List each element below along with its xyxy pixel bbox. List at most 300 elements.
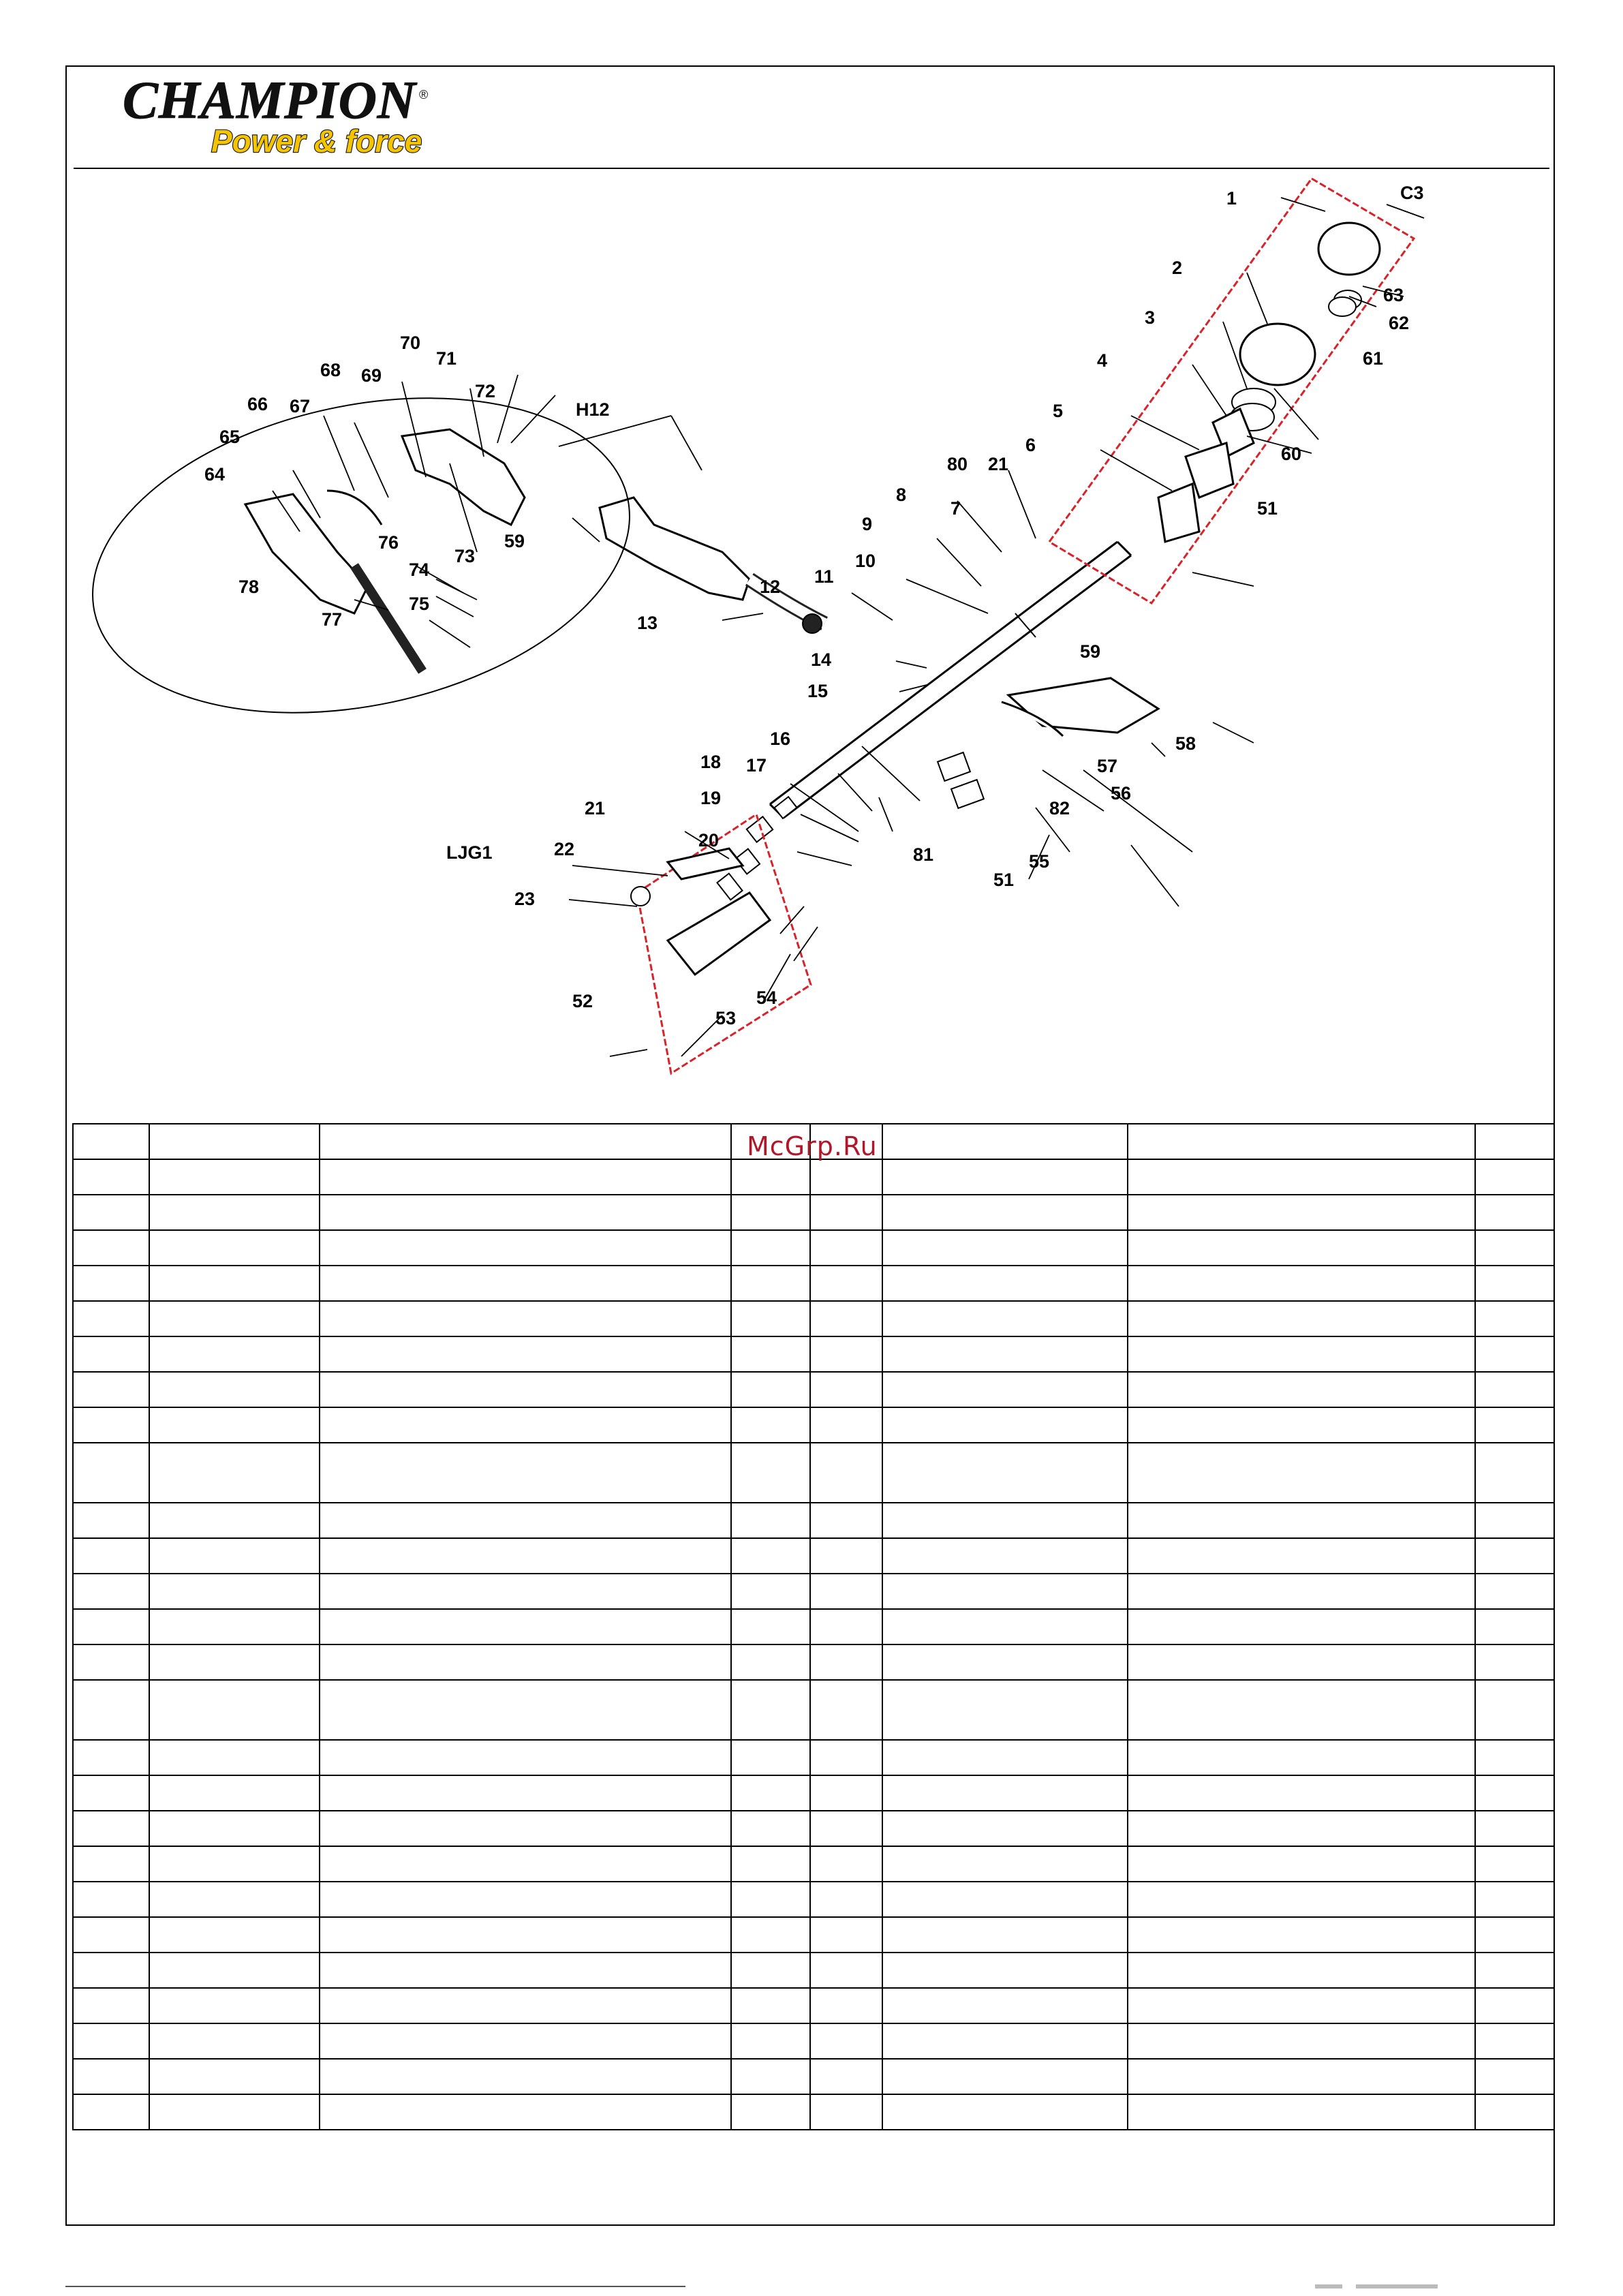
part-label-17: 17	[746, 755, 767, 776]
part-label-56: 56	[1111, 783, 1132, 803]
table-cell	[731, 1811, 810, 1846]
part-label-12: 12	[760, 577, 781, 597]
table-cell	[1128, 1680, 1475, 1740]
footer-rule	[65, 2286, 685, 2287]
table-cell	[73, 1503, 149, 1538]
table-cell	[810, 2059, 882, 2094]
table-cell	[73, 1443, 149, 1503]
table-cell	[149, 1988, 320, 2023]
table-row	[73, 1882, 1554, 1917]
part-label-58: 58	[1175, 733, 1196, 754]
part-label-13: 13	[637, 613, 658, 633]
table-cell	[1128, 1574, 1475, 1609]
table-cell	[731, 2059, 810, 2094]
table-cell	[73, 1407, 149, 1443]
table-cell	[1475, 1372, 1554, 1407]
table-cell	[810, 1644, 882, 1680]
table-cell	[149, 1503, 320, 1538]
table-cell	[810, 1988, 882, 2023]
table-cell	[810, 1538, 882, 1574]
loop-handle-h12	[600, 498, 824, 633]
table-cell	[1475, 1609, 1554, 1644]
part-label-77: 77	[322, 609, 343, 630]
table-cell	[1475, 1230, 1554, 1266]
part-label-61: 61	[1363, 348, 1384, 369]
table-cell	[73, 1336, 149, 1372]
table-cell	[810, 1159, 882, 1195]
table-cell	[1128, 1159, 1475, 1195]
table-cell	[810, 1195, 882, 1230]
table-cell	[149, 1538, 320, 1574]
table-cell	[1128, 1301, 1475, 1336]
table-row	[73, 1775, 1554, 1811]
table-cell	[882, 1988, 1128, 2023]
table-cell	[149, 1882, 320, 1917]
table-row	[73, 1230, 1554, 1266]
part-label-21a: 21	[988, 454, 1009, 474]
table-cell	[149, 1372, 320, 1407]
table-cell	[1475, 1882, 1554, 1917]
table-cell	[73, 2023, 149, 2059]
table-cell	[810, 2023, 882, 2059]
table-cell	[810, 1775, 882, 1811]
table-row	[73, 1644, 1554, 1680]
part-label-4: 4	[1097, 350, 1108, 371]
table-cell	[149, 1917, 320, 1953]
part-label-23: 23	[514, 889, 536, 909]
table-cell	[320, 1882, 731, 1917]
table-cell	[1475, 1644, 1554, 1680]
table-cell	[1475, 1775, 1554, 1811]
table-cell	[882, 2059, 1128, 2094]
table-cell	[882, 1124, 1128, 1159]
table-row	[73, 1372, 1554, 1407]
table-cell	[320, 1775, 731, 1811]
table-cell	[320, 1811, 731, 1846]
table-cell	[1475, 1301, 1554, 1336]
table-cell	[320, 1988, 731, 2023]
table-cell	[1475, 1124, 1554, 1159]
table-cell	[320, 1124, 731, 1159]
table-cell	[320, 1407, 731, 1443]
table-cell	[320, 1336, 731, 1372]
table-cell	[149, 1195, 320, 1230]
table-cell	[149, 1407, 320, 1443]
table-cell	[149, 1301, 320, 1336]
table-cell	[882, 2023, 1128, 2059]
table-cell	[1475, 1953, 1554, 1988]
svg-text:Power & force: Power & force	[211, 123, 422, 159]
table-cell	[731, 1846, 810, 1882]
table-cell	[149, 1266, 320, 1301]
table-cell	[320, 1230, 731, 1266]
table-cell	[731, 1407, 810, 1443]
part-label-59b: 59	[504, 531, 525, 551]
table-cell	[810, 1230, 882, 1266]
table-cell	[1128, 1538, 1475, 1574]
part-label-81: 81	[913, 844, 934, 865]
part-label-64: 64	[204, 464, 226, 485]
table-cell	[73, 1372, 149, 1407]
table-cell	[149, 1644, 320, 1680]
group-label-ljg1: LJG1	[446, 842, 493, 863]
part-label-16: 16	[770, 729, 791, 749]
part-label-69: 69	[361, 365, 382, 386]
table-cell	[1475, 1443, 1554, 1503]
table-cell	[320, 2023, 731, 2059]
table-cell	[1128, 1644, 1475, 1680]
table-cell	[810, 1740, 882, 1775]
table-cell	[320, 1301, 731, 1336]
table-cell	[731, 1644, 810, 1680]
table-cell	[810, 1372, 882, 1407]
part-label-63: 63	[1383, 285, 1404, 305]
table-cell	[1128, 1846, 1475, 1882]
table-cell	[73, 1609, 149, 1644]
table-cell	[731, 1775, 810, 1811]
table-cell	[73, 1882, 149, 1917]
table-cell	[1128, 1988, 1475, 2023]
part-label-52: 52	[572, 991, 593, 1011]
table-cell	[731, 1953, 810, 1988]
table-cell	[731, 1574, 810, 1609]
table-cell	[1475, 1336, 1554, 1372]
table-cell	[810, 1266, 882, 1301]
table-cell	[320, 1953, 731, 1988]
table-cell	[882, 1811, 1128, 1846]
table-cell	[320, 2059, 731, 2094]
table-cell	[1128, 2023, 1475, 2059]
table-cell	[810, 1917, 882, 1953]
table-cell	[149, 1609, 320, 1644]
table-cell	[810, 1846, 882, 1882]
part-label-55: 55	[1029, 851, 1050, 872]
table-cell	[1475, 1811, 1554, 1846]
table-cell	[882, 1775, 1128, 1811]
table-cell	[320, 1443, 731, 1503]
table-cell	[731, 1372, 810, 1407]
parts-list-table	[72, 1123, 1555, 2130]
part-label-73: 73	[454, 546, 476, 566]
part-label-65: 65	[219, 427, 241, 447]
table-cell	[1128, 1775, 1475, 1811]
table-cell	[731, 1538, 810, 1574]
grass-shield	[1002, 678, 1158, 736]
table-cell	[810, 1336, 882, 1372]
part-label-11: 11	[814, 566, 834, 587]
table-cell	[73, 1917, 149, 1953]
table-cell	[882, 1740, 1128, 1775]
part-label-74: 74	[409, 560, 430, 580]
table-row	[73, 1503, 1554, 1538]
table-cell	[882, 1372, 1128, 1407]
table-cell	[882, 2094, 1128, 2130]
part-label-20: 20	[698, 830, 720, 851]
table-row	[73, 1574, 1554, 1609]
table-row	[73, 1301, 1554, 1336]
table-cell	[73, 1811, 149, 1846]
table-row	[73, 2094, 1554, 2130]
part-label-67: 67	[290, 396, 311, 416]
leader-lines	[273, 198, 1424, 1056]
part-label-54: 54	[756, 988, 777, 1008]
table-cell	[882, 1609, 1128, 1644]
table-cell	[1475, 1680, 1554, 1740]
table-cell	[882, 1301, 1128, 1336]
part-label-8: 8	[896, 485, 907, 505]
table-row	[73, 1740, 1554, 1775]
table-cell	[320, 1644, 731, 1680]
table-cell	[149, 1574, 320, 1609]
table-cell	[882, 1574, 1128, 1609]
table-cell	[1475, 1503, 1554, 1538]
table-row	[73, 1195, 1554, 1230]
watermark: McGrp.Ru	[747, 1131, 878, 1161]
table-cell	[882, 1953, 1128, 1988]
table-cell	[1128, 1811, 1475, 1846]
table-cell	[320, 1846, 731, 1882]
table-cell	[882, 1882, 1128, 1917]
table-cell	[73, 1680, 149, 1740]
table-row	[73, 1846, 1554, 1882]
table-cell	[1128, 1953, 1475, 1988]
table-cell	[1475, 1846, 1554, 1882]
table-cell	[73, 1775, 149, 1811]
table-cell	[882, 1230, 1128, 1266]
table-cell	[73, 1301, 149, 1336]
table-cell	[731, 1740, 810, 1775]
table-cell	[73, 1740, 149, 1775]
table-cell	[1128, 1372, 1475, 1407]
part-label-53: 53	[715, 1008, 737, 1028]
champion-logo	[116, 72, 443, 160]
table-cell	[1475, 1988, 1554, 2023]
table-cell	[320, 1740, 731, 1775]
table-cell	[320, 1538, 731, 1574]
part-label-2: 2	[1172, 258, 1183, 278]
table-cell	[1475, 1917, 1554, 1953]
table-row	[73, 1336, 1554, 1372]
table-row	[73, 1917, 1554, 1953]
table-row	[73, 1159, 1554, 1195]
part-label-82: 82	[1049, 798, 1070, 818]
table-cell	[810, 1609, 882, 1644]
table-cell	[73, 1988, 149, 2023]
table-cell	[731, 2023, 810, 2059]
part-label-76: 76	[378, 532, 399, 553]
table-cell	[73, 1644, 149, 1680]
table-cell	[882, 1443, 1128, 1503]
part-label-80: 80	[947, 454, 968, 474]
part-labels	[204, 183, 1424, 1028]
table-cell	[731, 1503, 810, 1538]
table-cell	[731, 1882, 810, 1917]
table-cell	[73, 2094, 149, 2130]
table-row	[73, 1988, 1554, 2023]
table-cell	[320, 1680, 731, 1740]
table-cell	[149, 1811, 320, 1846]
table-cell	[882, 1159, 1128, 1195]
part-label-72: 72	[475, 381, 496, 401]
table-row	[73, 1680, 1554, 1740]
table-cell	[882, 1407, 1128, 1443]
table-cell	[810, 1443, 882, 1503]
part-label-18: 18	[700, 752, 722, 772]
part-label-71: 71	[436, 348, 457, 369]
table-cell	[149, 1124, 320, 1159]
table-cell	[810, 1811, 882, 1846]
table-cell	[320, 2094, 731, 2130]
part-label-57: 57	[1097, 756, 1118, 776]
table-cell	[882, 1680, 1128, 1740]
part-label-14: 14	[811, 649, 832, 670]
part-label-51a: 51	[1257, 498, 1278, 519]
table-cell	[1475, 1407, 1554, 1443]
shield-clamp	[938, 752, 984, 808]
table-cell	[320, 1609, 731, 1644]
part-label-1: 1	[1226, 188, 1237, 209]
table-cell	[882, 1917, 1128, 1953]
table-cell	[731, 2094, 810, 2130]
header-rule	[74, 168, 1549, 169]
table-cell	[1475, 1538, 1554, 1574]
table-cell	[882, 1266, 1128, 1301]
table-cell	[810, 1503, 882, 1538]
table-cell	[882, 1336, 1128, 1372]
table-row	[73, 1811, 1554, 1846]
table-row	[73, 1266, 1554, 1301]
table-cell	[320, 1159, 731, 1195]
table-cell	[320, 1574, 731, 1609]
table-cell	[73, 1124, 149, 1159]
table-cell	[1128, 1336, 1475, 1372]
table-cell	[149, 1775, 320, 1811]
table-cell	[320, 1917, 731, 1953]
table-cell	[1128, 1124, 1475, 1159]
table-cell	[1128, 1443, 1475, 1503]
table-row	[73, 2059, 1554, 2094]
table-cell	[731, 1988, 810, 2023]
table-cell	[73, 1574, 149, 1609]
svg-text:CHAMPION: CHAMPION	[123, 72, 416, 129]
table-cell	[1475, 1266, 1554, 1301]
table-cell	[810, 1680, 882, 1740]
table-row	[73, 1443, 1554, 1503]
table-cell	[1128, 2059, 1475, 2094]
part-label-5: 5	[1053, 401, 1064, 421]
table-cell	[1128, 1266, 1475, 1301]
group-label-c3: C3	[1400, 183, 1424, 203]
table-cell	[149, 1846, 320, 1882]
table-cell	[731, 1195, 810, 1230]
part-label-21b: 21	[585, 798, 606, 818]
table-cell	[149, 1680, 320, 1740]
table-cell	[882, 1195, 1128, 1230]
part-label-75: 75	[409, 594, 430, 614]
table-cell	[149, 1953, 320, 1988]
table-cell	[320, 1266, 731, 1301]
table-cell	[731, 1609, 810, 1644]
table-cell	[73, 2059, 149, 2094]
table-cell	[882, 1644, 1128, 1680]
table-cell	[731, 1301, 810, 1336]
table-cell	[810, 1953, 882, 1988]
gear-head-parts	[1158, 223, 1380, 542]
svg-text:®: ®	[419, 88, 429, 102]
table-cell	[73, 1266, 149, 1301]
table-cell	[73, 1195, 149, 1230]
table-cell	[1475, 2094, 1554, 2130]
footer-mark	[1308, 2282, 1444, 2291]
part-label-10: 10	[855, 551, 876, 571]
table-cell	[1475, 2059, 1554, 2094]
table-row	[73, 1407, 1554, 1443]
table-cell	[149, 1336, 320, 1372]
table-cell	[731, 1917, 810, 1953]
table-cell	[1475, 1740, 1554, 1775]
table-cell	[731, 1680, 810, 1740]
part-label-62: 62	[1389, 313, 1410, 333]
table-cell	[810, 1882, 882, 1917]
table-cell	[73, 1846, 149, 1882]
exploded-parts-diagram	[68, 170, 1554, 1118]
table-cell	[73, 1538, 149, 1574]
table-cell	[1128, 1195, 1475, 1230]
table-cell	[1128, 2094, 1475, 2130]
table-cell	[731, 1336, 810, 1372]
table-cell	[731, 1159, 810, 1195]
table-row	[73, 2023, 1554, 2059]
table-row	[73, 1538, 1554, 1574]
table-cell	[1128, 1740, 1475, 1775]
table-row	[73, 1953, 1554, 1988]
part-label-19: 19	[700, 788, 722, 808]
part-label-68: 68	[320, 360, 341, 380]
table-cell	[1475, 1574, 1554, 1609]
part-label-66: 66	[247, 394, 268, 414]
part-label-15: 15	[807, 681, 829, 701]
table-cell	[73, 1230, 149, 1266]
part-label-59a: 59	[1080, 641, 1101, 662]
part-label-7: 7	[950, 498, 961, 519]
table-cell	[882, 1846, 1128, 1882]
table-cell	[882, 1538, 1128, 1574]
table-cell	[1475, 1159, 1554, 1195]
table-cell	[810, 1301, 882, 1336]
table-cell	[1128, 1503, 1475, 1538]
table-cell	[1128, 1917, 1475, 1953]
table-cell	[149, 1443, 320, 1503]
part-label-22: 22	[554, 839, 575, 859]
table-cell	[731, 1230, 810, 1266]
part-label-3: 3	[1145, 307, 1156, 328]
part-label-9: 9	[862, 514, 873, 534]
part-label-70: 70	[400, 333, 421, 353]
table-cell	[1128, 1609, 1475, 1644]
table-cell	[320, 1195, 731, 1230]
table-cell	[1128, 1882, 1475, 1917]
table-cell	[810, 1574, 882, 1609]
table-row	[73, 1609, 1554, 1644]
table-cell	[731, 1443, 810, 1503]
table-cell	[149, 2023, 320, 2059]
table-cell	[1128, 1407, 1475, 1443]
table-cell	[320, 1372, 731, 1407]
table-cell	[149, 1740, 320, 1775]
table-cell	[1475, 1195, 1554, 1230]
table-cell	[810, 2094, 882, 2130]
part-label-60: 60	[1281, 444, 1302, 464]
